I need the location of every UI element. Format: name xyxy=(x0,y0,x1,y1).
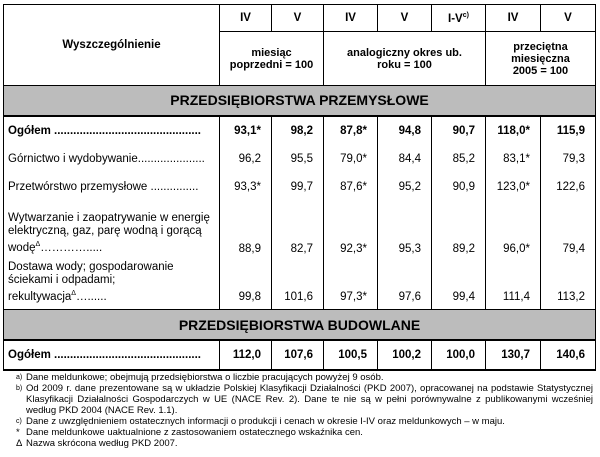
cell-value: 89,2 xyxy=(432,201,486,261)
cell-value: 85,2 xyxy=(432,146,486,173)
column-label-header: Wyszczególnienie xyxy=(4,5,220,86)
cell-value: 95,5 xyxy=(272,146,324,173)
cell-value: 97,6 xyxy=(378,261,432,310)
row-label: Ogółem .............................................. xyxy=(4,116,220,146)
period-header: IV xyxy=(486,5,541,32)
cell-value: 100,0 xyxy=(432,340,486,370)
cell-value: 107,6 xyxy=(272,340,324,370)
table-row xyxy=(4,116,596,146)
table-row xyxy=(4,201,596,261)
cell-value: 93,1* xyxy=(220,116,272,146)
cell-value: 100,5 xyxy=(324,340,378,370)
cell-value: 111,4 xyxy=(486,261,541,310)
cell-value: 99,8 xyxy=(220,261,272,310)
section-title: PRZEDSIĘBIORSTWA BUDOWLANE xyxy=(4,310,596,340)
footnote: * Dane meldunkowe uaktualnione z zastosowaniem ostatecznego wskaźnika cen. xyxy=(16,427,363,438)
cell-value: 79,4 xyxy=(541,201,596,261)
footnote: a) Dane meldunkowe; obejmują przedsiębiorstwa o liczbie pracujących powyżej 9 osób. xyxy=(16,372,384,383)
period-header: V xyxy=(541,5,596,32)
footnotes xyxy=(8,372,593,449)
cell-value: 123,0* xyxy=(486,173,541,201)
base-group-header: przeciętna miesięczna 2005 = 100 xyxy=(486,32,596,86)
cell-value: 99,4 xyxy=(432,261,486,310)
footnote: c) Dane z uwzględnieniem ostatecznych informacji o produkcji i cenach w okresie I-IV oraz meldunkowych – w maju. xyxy=(16,416,505,427)
cell-value: 97,3* xyxy=(324,261,378,310)
cell-value: 94,8 xyxy=(378,116,432,146)
cell-value: 96,0* xyxy=(486,201,541,261)
cell-value: 83,1* xyxy=(486,146,541,173)
period-header: IV xyxy=(324,5,378,32)
cell-value: 90,9 xyxy=(432,173,486,201)
table-row xyxy=(4,340,596,370)
period-header: IV xyxy=(220,5,272,32)
cell-value: 96,2 xyxy=(220,146,272,173)
cell-value: 130,7 xyxy=(486,340,541,370)
cell-value: 79,0* xyxy=(324,146,378,173)
cell-value: 95,3 xyxy=(378,201,432,261)
table-container xyxy=(3,4,595,371)
cell-value: 88,9 xyxy=(220,201,272,261)
cell-value: 87,6* xyxy=(324,173,378,201)
period-header: $I-V^{c)}$ xyxy=(432,5,486,32)
cell-value: 100,2 xyxy=(378,340,432,370)
cell-value: 90,7 xyxy=(432,116,486,146)
cell-value: 82,7 xyxy=(272,201,324,261)
base-group-header: miesiąc poprzedni = 100 xyxy=(220,32,324,86)
row-label: Ogółem .............................................. xyxy=(4,340,220,370)
cell-value: 101,6 xyxy=(272,261,324,310)
period-note-sup: c) xyxy=(462,11,469,19)
row-label: Wytwarzanie i zaopatrywanie w energię elektryczną, gaz, parę wodną i gorącą wodę$^\Delta$…………..... xyxy=(4,201,220,261)
cell-value: 118,0* xyxy=(486,116,541,146)
cell-value: 84,4 xyxy=(378,146,432,173)
period-header: V xyxy=(378,5,432,32)
cell-value: 79,3 xyxy=(541,146,596,173)
table-row xyxy=(4,261,596,310)
cell-value: 95,2 xyxy=(378,173,432,201)
period-header: V xyxy=(272,5,324,32)
row-label: Przetwórstwo przemysłowe ............... xyxy=(4,173,220,201)
cell-value: 92,3* xyxy=(324,201,378,261)
row-label: Dostawa wody; gospodarowanie ściekami i odpadami; rekultywacja$^\Delta$…...... xyxy=(4,261,220,310)
base-group-header: analogiczny okres ub. roku = 100 xyxy=(324,32,486,86)
data-table xyxy=(3,4,596,371)
cell-value: 87,8* xyxy=(324,116,378,146)
cell-value: 98,2 xyxy=(272,116,324,146)
section-title: PRZEDSIĘBIORSTWA PRZEMYSŁOWE xyxy=(4,86,596,116)
cell-value: 140,6 xyxy=(541,340,596,370)
cell-value: 112,0 xyxy=(220,340,272,370)
footnote: Δ Nazwa skrócona według PKD 2007. xyxy=(16,438,178,449)
cell-value: 99,7 xyxy=(272,173,324,201)
row-label: Górnictwo i wydobywanie..................... xyxy=(4,146,220,173)
cell-value: 113,2 xyxy=(541,261,596,310)
cell-value: 93,3* xyxy=(220,173,272,201)
cell-value: 115,9 xyxy=(541,116,596,146)
footnote: b) Od 2009 r. dane prezentowane są w układzie Polskiej Klasyfikacji Działalności (PKD 2007), opracowanej na podstawie Statystycznej Klasyfikacji Działalności Gospodarczych w UE (NACE Rev. 2). Dane te nie są w pełni porównywalne z publikowanymi wcześniej według PKD 2004 (NACE Rev. 1.1). xyxy=(16,383,593,416)
cell-value: 122,6 xyxy=(541,173,596,201)
table-row xyxy=(4,146,596,173)
table-row xyxy=(4,173,596,201)
